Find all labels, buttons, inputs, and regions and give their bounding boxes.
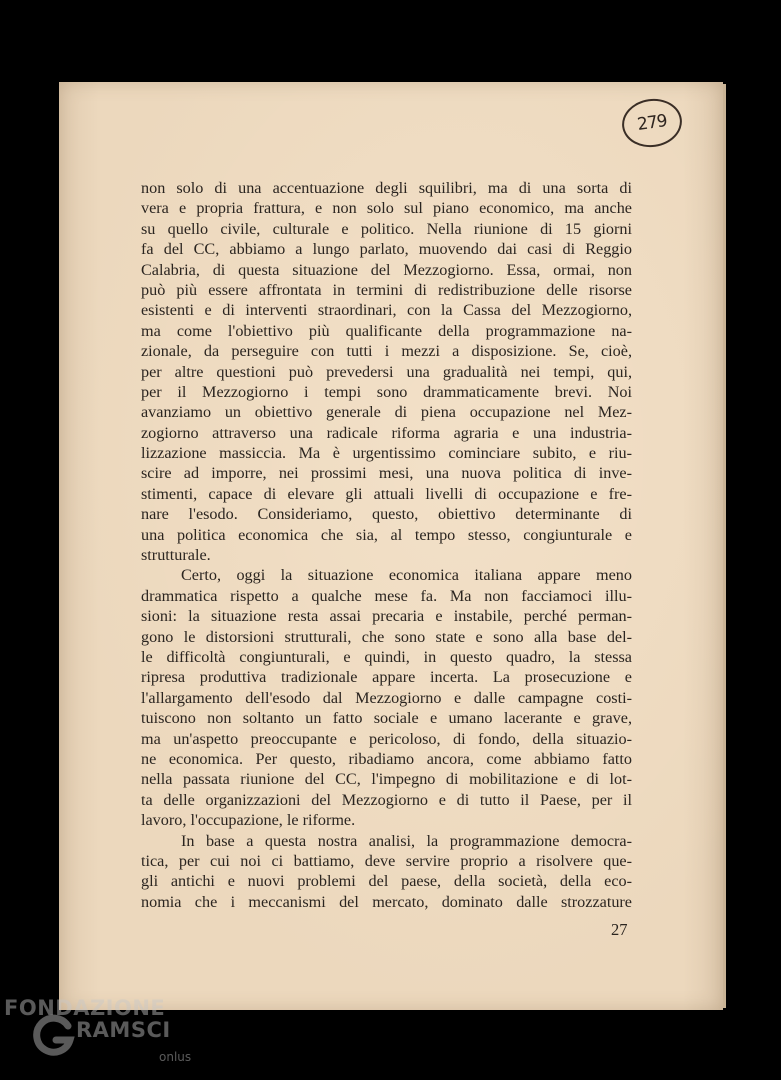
text-line: ma come l'obiettivo più qualificante della programmazione na- (141, 321, 632, 340)
text-line: sioni: la situazione resta assai precaria e instabile, perché perman- (141, 607, 632, 626)
text-line: avanziamo un obiettivo generale di piena occupazione nel Mez- (141, 403, 632, 422)
text-line: su quello civile, culturale e politico. Nella riunione di 15 giorni (141, 219, 632, 238)
text-line: per altre questioni può prevedersi una gradualità nei tempi, qui, (141, 362, 632, 381)
page-edge (723, 84, 726, 1008)
text-line: ripresa produttiva tradizionale appare incerta. La prosecuzione e (141, 668, 632, 687)
text-line: le difficoltà congiunturali, e quindi, in questo quadro, la stessa (141, 647, 632, 666)
text-line: zogiorno attraverso una radicale riforma agraria e una industria- (141, 423, 632, 442)
fondazione-gramsci-watermark (4, 996, 204, 1076)
text-line: non solo di una accentuazione degli squilibri, ma di una sorta di (141, 179, 632, 197)
text-line: tuiscono non soltanto un fatto sociale e umano lacerante e grave, (141, 709, 632, 728)
text-line: gli antichi e nuovi problemi del paese, della società, della eco- (141, 872, 632, 891)
text-line: gono le distorsioni strutturali, che sono state e sono alla base del- (141, 627, 632, 646)
text-line: fa del CC, abbiamo a lungo parlato, muovendo dai casi di Reggio (141, 240, 632, 259)
text-line: drammatica rispetto a qualche mese fa. Ma non facciamoci illu- (141, 586, 632, 605)
text-line: ma un'aspetto preoccupante e pericoloso, di fondo, della situazio- (141, 729, 632, 748)
text-line: per il Mezzogiorno i tempi sono drammaticamente brevi. Noi (141, 382, 632, 401)
text-line: scire ad imporre, nei prossimi mesi, una nuova politica di inve- (141, 464, 632, 483)
page-number: 27 (611, 920, 628, 939)
text-line: vera e propria frattura, e non solo sul piano economico, ma anche (141, 199, 632, 218)
text-line: può più essere affrontata in termini di redistribuzione delle risorse (141, 280, 632, 299)
text-line: una politica economica che sia, al tempo stesso, congiunturale e (141, 525, 632, 544)
text-line: nella passata riunione del CC, l'impegno di mobilitazione e di lot- (141, 770, 632, 789)
body-text (141, 178, 632, 912)
text-line: zionale, da perseguire con tutti i mezzi a disposizione. Se, cioè, (141, 342, 632, 361)
archive-number-stamp: 279 (619, 95, 685, 151)
text-line: strutturale. (141, 546, 211, 565)
text-line: tica, per cui noi ci battiamo, deve servire proprio a risolvere que- (141, 851, 632, 870)
text-line: lizzazione massiccia. Ma è urgentissimo cominciare subito, e riu- (141, 444, 632, 463)
text-line: ta delle organizzazioni del Mezzogiorno e di tutto il Paese, per il (141, 790, 632, 809)
watermark-line2: RAMSCI (76, 1018, 171, 1042)
watermark-line1: FONDAZIONE (4, 996, 166, 1020)
text-line: lavoro, l'occupazione, le riforme. (141, 811, 356, 830)
paragraph-start-line: Certo, oggi la situazione economica italiana appare meno (181, 566, 632, 585)
text-line: nomia che i meccanismi del mercato, dominato dalle strozzature (141, 892, 632, 911)
text-line: stimenti, capace di elevare gli attuali livelli di occupazione e fre- (141, 484, 632, 503)
text-line: ne economica. Per questo, ribadiamo ancora, come abbiamo fatto (141, 749, 632, 768)
text-line: l'allargamento dell'esodo dal Mezzogiorno e dalle campagne costi- (141, 688, 632, 707)
text-line: nare l'esodo. Consideriamo, questo, obiettivo determinante di (141, 505, 632, 524)
paragraph-start-line: In base a questa nostra analisi, la programmazione democra- (181, 831, 632, 850)
text-line: esistenti e di interventi straordinari, con la Cassa del Mezzogiorno, (141, 301, 632, 320)
text-line: Calabria, di questa situazione del Mezzogiorno. Essa, ormai, non (141, 260, 632, 279)
gramsci-g-logo-icon (32, 1014, 76, 1058)
watermark-suffix: onlus (159, 1050, 192, 1064)
